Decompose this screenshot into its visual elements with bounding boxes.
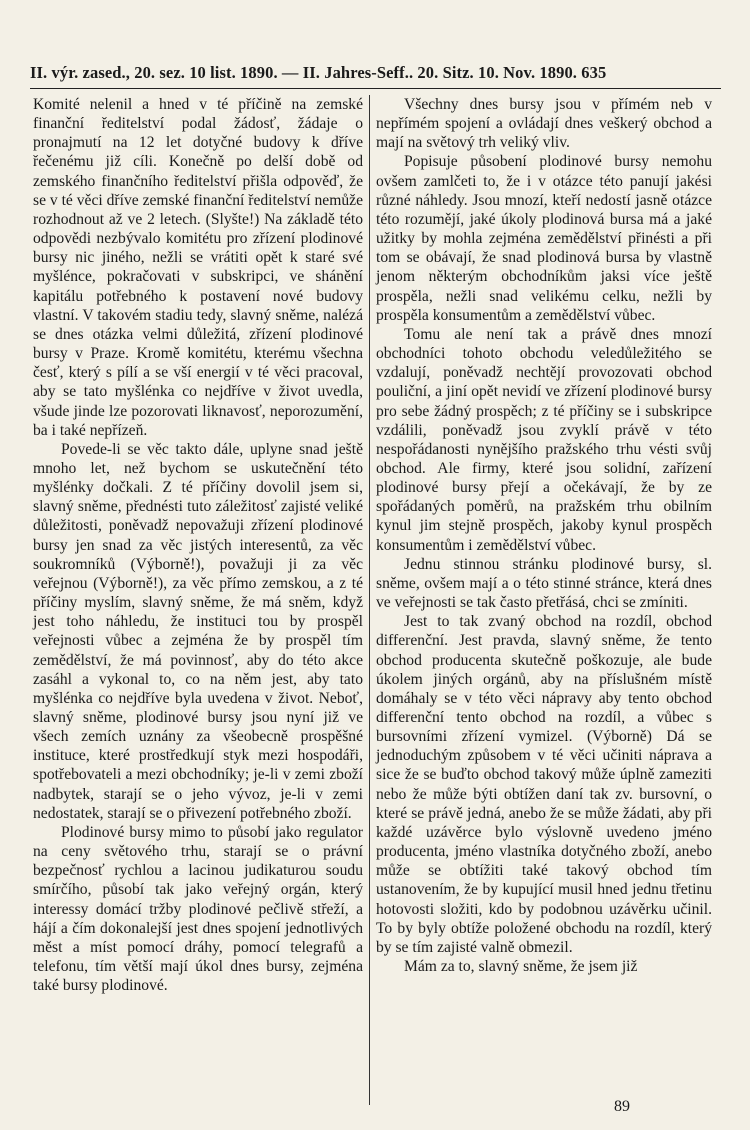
right-paragraph-5: Jest to tak zvaný obchod na rozdíl, obchod differenční. Jest pravda, slavný sněme, že tento obchod producenta skutečně poškozuje, ale bude úkolem jiných orgánů, aby na příslušném místě domáhaly se v této věci nápravy aby tento obchod differenční tento obchod na rozdíl, a vůbec s bursovními zřízení vymizel. (Výborně) Dá se jednoduchým způsobem v té věci učiniti náprava a sice že se buďto obchod takový může úplně zameziti nebo že může býti obtížen daní tak zv. bursovní, o které se právě jedná, anebo že se může žádati, aby při každé uzávěrce bylo výslovně uvedeno jméno producenta, jméno vlastníka dotyčného zboží, anebo může se obtížiti také takový obchod tím ustanovením, že by kupující musil hned jednu třetinu hotovosti složiti, kdo by podobnou uzávěrku učinil. To by byly obtíže položené obchodu na rozdíl, který by se tím zajisté valně obmezil.: [376, 613, 712, 956]
left-paragraph-3: Plodinové bursy mimo to působí jako regulator na ceny světového trhu, starají se o právní bezpečnosť rychlou a lacinou judikaturou soudu smírčího, působí tak jako veřejný orgán, který interessy domácí tržby plodinové pečlivě střeží, a hájí a čím dokonalejší jest dnes spojení jednotlivých měst a míst pomocí dráhy, pomocí telegrafů a telefonu, tím větší mají úkol dnes bursy, zejména také bursy plodinové.: [33, 823, 363, 995]
right-paragraph-2: Popisuje působení plodinové bursy nemohu ovšem zamlčeti to, že i v otázce této panují jakési různé náhledy. Jsou mnozí, kteří nedostí jasně otázce této rozumějí, jaké úkoly plodinová bursa má a jaké užitky by mohla zejména zemědělství přinésti a při tom se obávají, že snad plodinová bursa by vlastně jenom některým obchodníkům jaksi více ještě prospěla, nežli snad velikému celku, nežli by prospěla konsumentům a zemědělství vůbec.: [376, 153, 712, 324]
page-number: 89: [614, 1098, 630, 1115]
column-divider: [369, 95, 370, 1105]
right-paragraph-3: Tomu ale není tak a právě dnes mnozí obchodníci tohoto obchodu veledůležitého se vzdalují, poněvadž nechtějí provozovati obchod pouliční, a jiní opět nevidí ve zřízení plodinové bursy pro sebe žádný prospěch; z té příčiny se i subskripce vzdálili, poněvadž jsou zvyklí právě v této nespořádanosti nynějšího pražského trhu vésti svůj obchod. Ale firmy, které jsou solidní, zařízení plodinové bursy přejí a očekávají, že by ze spořádaných poměrů, na pražském trhu obilním kynul jim stejně prospěch, jakoby kynul prospěch konsumentům i zemědělství vůbec.: [376, 325, 712, 554]
right-paragraph-6: Mám za to, slavný sněme, že jsem již: [404, 958, 638, 976]
left-column: [33, 95, 363, 995]
right-paragraph-4: Jednu stinnou stránku plodinové bursy, sl. sněme, ovšem mají a o této stinné stránce, která dnes ve veřejnosti se tak často přetřásá, chci se zmíniti.: [376, 555, 712, 612]
left-paragraph-1: Komité nelenil a hned v té příčině na zemské finanční ředitelství podal žádosť, žádaje o pronajmutí na 12 let dotyčné budovy k dříve řečenému již cíli. Konečně po delší době od zemského finančního ředitelství přišla odpověď, že se v té věci dříve zemské finanční ředitelství nemůže rozhodnout až ve 2 letech. (Slyšte!) Na základě této odpovědi nezbývalo komitétu pro zřízení plodinové bursy nic jiného, nežli se vrátiti opět k staré své myšlénce, pokračovati v subskripci, ve shánění kapitálu potřebného k postavení nové budovy vlastní. V takovém stadiu tedy, slavný sněme, nalézá se dnes otázka velmi důležitá, zřízení plodinové bursy v Praze. Kromě komitétu, kterému všechna česť, který s pílí a se vší energií v té věci pracoval, aby se tato myšlénka co nejdříve v život uvedla, všude jinde lze pozorovati liknavosť, neporozumění, ba i také nepřízeň.: [33, 96, 363, 439]
left-paragraph-2: Povede-li se věc takto dále, uplyne snad ještě mnoho let, než bychom se uskutečnění této myšlénky dočkali. Z té příčiny dovolil jsem si, slavný sněme, přednésti tuto záležitosť zajisté veliké důležitosti, poněvadž nepovažuji zřízení plodinové bursy jen snad za věc jistých interesentů, za věc soukromníků (Výborně!), považuji ji za věc veřejnou (Výborně!), za věc přímo zemskou, a z té příčiny myslím, slavný sněme, že má sněm, když jest toho náhledu, že instituci tou by prospěl veřejnosti vůbec a zejména že by prospěl tím zemědělství, že má povinnosť, aby do této akce zasáhl a vykonal to, co na něm jest, aby tato myšlénka co nejdříve byla uvedena v život. Neboť, slavný sněme, plodinové bursy jsou nyní již ve všech zemích uznány za všeobecně prospěšné instituce, které prostředkují styk mezi hospodáři, spotřebovateli a mezi obchodníky; je-li v zemi zboží nadbytek, starají se o jeho vývoz, je-li v zemi nedostatek, starají se o přivezení potřebného zboží.: [33, 440, 363, 822]
running-header: II. výr. zased., 20. sez. 10 list. 1890. — II. Jahres-Seff.. 20. Sitz. 10. Nov. 1890. 635: [30, 63, 607, 82]
right-paragraph-1: Všechny dnes bursy jsou v přímém neb v nepřímém spojení a ovládají dnes veškerý obchod a mají na světový trh veliký vliv.: [376, 96, 712, 152]
right-column: [376, 95, 712, 976]
header-rule: [30, 88, 721, 89]
